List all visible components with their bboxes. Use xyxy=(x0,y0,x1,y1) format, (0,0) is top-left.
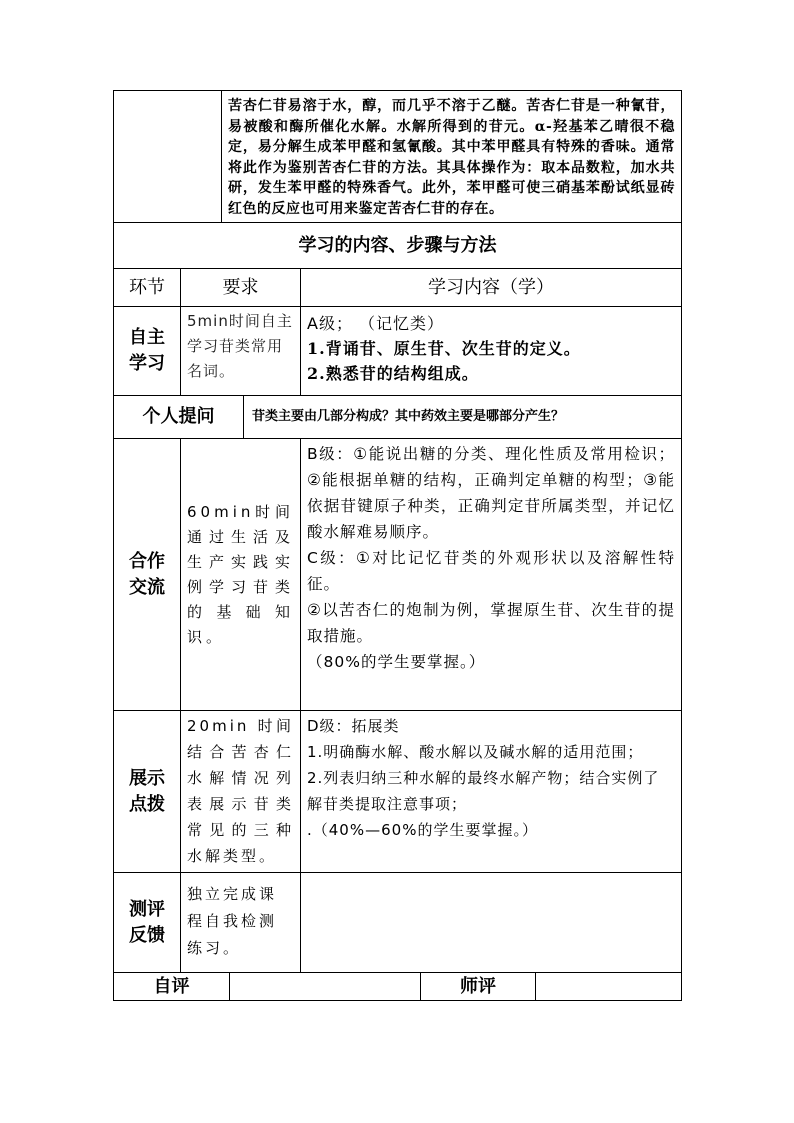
self-eval-cell xyxy=(229,972,421,1001)
content-line: 1.明确酶水解、酸水解以及碱水解的适用范围； xyxy=(307,743,644,761)
intro-blank-cell xyxy=(113,90,222,223)
content-line: 2.列表归纳三种水解的最终水解产物；结合实例了解苷类提取注意事项； xyxy=(307,769,660,813)
content-line: B级：①能说出糖的分类、理化性质及常用检识；②能根据单糖的结构，正确判定单糖的构型；③能依据苷键原子种类，正确判定苷所属类型，并记忆酸水解难易顺序。 xyxy=(307,445,675,541)
stage-cell: 合作交流 xyxy=(113,438,181,711)
content-cell xyxy=(300,710,682,873)
question-label: 个人提问 xyxy=(113,395,244,439)
content-cell xyxy=(300,306,682,396)
req-text: 60min时间通过生活及生产实践实例学习苷类的基础知识。 xyxy=(187,502,294,646)
header-req: 要求 xyxy=(180,268,301,307)
stage-cell: 测评反馈 xyxy=(113,872,181,973)
question-text: 苷类主要由几部分构成？其中药效主要是哪部分产生？ xyxy=(243,395,682,439)
req-cell xyxy=(180,438,301,711)
self-eval-label: 自评 xyxy=(113,972,230,1001)
content-line: .（40%—60%的学生要掌握。） xyxy=(307,821,538,839)
intro-text: 苦杏仁苷易溶于水，醇，而几乎不溶于乙醚。苦杏仁苷是一种氰苷，易被酸和酶所催化水解。水解所得到的苷元。α-羟基苯乙晴很不稳定，易分解生成苯甲醛和氢氰酸。其中苯甲醛具有特殊的香味。通常将此作为鉴别苦杏仁苷的方法。其具体操作为：取本品数粒，加水共研，发生苯甲醛的特殊香气。此外，苯甲醛可使三硝基苯酚试纸显砖红色的反应也可用来鉴定苦杏仁苷的存在。 xyxy=(221,90,682,223)
content-cell xyxy=(300,872,682,973)
content-line: （80%的学生要掌握。） xyxy=(307,653,486,671)
teacher-eval-label: 师评 xyxy=(420,972,536,1001)
stage-cell: 自主学习 xyxy=(113,306,181,396)
content-line: 1.背诵苷、原生苷、次生苷的定义。 xyxy=(307,339,581,358)
stage-cell: 展示点拨 xyxy=(113,710,181,873)
content-line: A级； （记忆类） xyxy=(307,314,445,333)
req-cell: 20min 时间结合苦杏仁水解情况列表展示苷类常见的三种水解类型。 xyxy=(180,710,301,873)
section-title: 学习的内容、步骤与方法 xyxy=(113,222,682,269)
req-cell: 5min时间自主学习苷类常用名词。 xyxy=(180,306,301,396)
content-line: ②以苦杏仁的炮制为例，掌握原生苷、次生苷的提取措施。 xyxy=(307,601,675,645)
teacher-eval-cell xyxy=(535,972,682,1001)
header-content: 学习内容（学） xyxy=(300,268,682,307)
req-cell: 独立完成课程自我检测练习。 xyxy=(180,872,301,973)
content-line: 2.熟悉苷的结构组成。 xyxy=(307,364,479,383)
content-line: D级：拓展类 xyxy=(307,717,400,735)
header-stage: 环节 xyxy=(113,268,181,307)
content-cell xyxy=(300,438,682,711)
content-line: C级：①对比记忆苷类的外观形状以及溶解性特征。 xyxy=(307,549,675,593)
